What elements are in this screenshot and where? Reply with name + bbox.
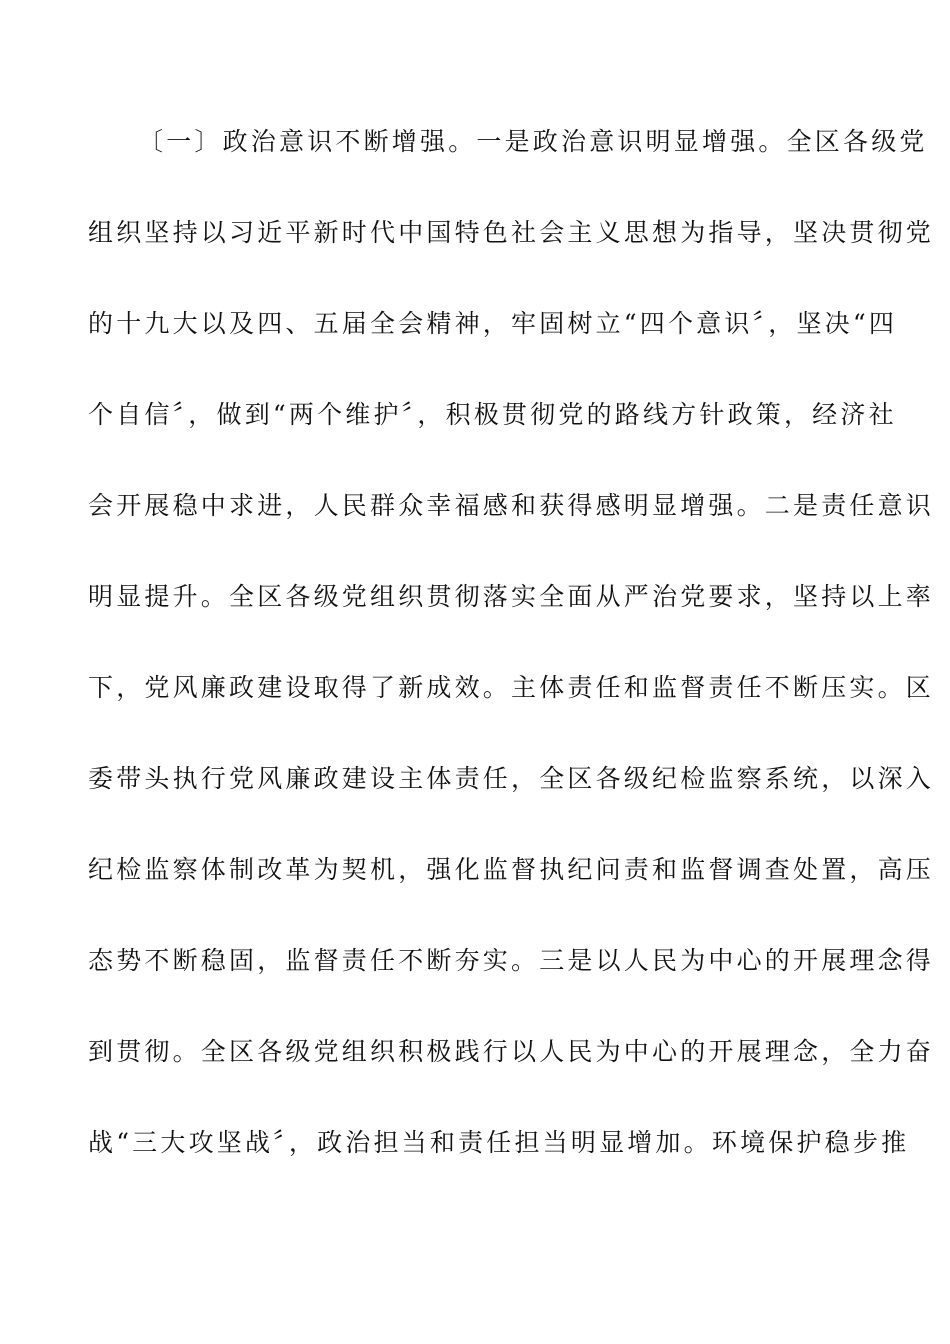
paragraph-line: 会开展稳中求进，人民群众幸福感和获得感明显增强。二是责任意识: [88, 491, 935, 520]
paragraph-line: 战“三大攻坚战〞，政治担当和责任担当明显增加。环境保护稳步推: [88, 1128, 910, 1157]
paragraph-line: 纪检监察体制改革为契机，强化监督执纪问责和监督调查处置，高压: [88, 855, 935, 884]
paragraph-line: 〔一〕政治意识不断增强。一是政治意识明显增强。全区各级党: [138, 127, 928, 156]
paragraph-line: 下，党风廉政建设取得了新成效。主体责任和监督责任不断压实。区: [88, 673, 935, 702]
paragraph-line: 的十九大以及四、五届全会精神，牢固树立“四个意识〞，坚决“四: [88, 309, 898, 338]
paragraph-line: 明显提升。全区各级党组织贯彻落实全面从严治党要求，坚持以上率: [88, 582, 935, 611]
paragraph-line: 委带头执行党风廉政建设主体责任，全区各级纪检监察系统，以深入: [88, 764, 935, 793]
paragraph-line: 组织坚持以习近平新时代中国特色社会主义思想为指导，坚决贯彻党: [88, 218, 935, 247]
paragraph-line: 到贯彻。全区各级党组织积极践行以人民为中心的开展理念，全力奋: [88, 1037, 935, 1066]
paragraph-line: 态势不断稳固，监督责任不断夯实。三是以人民为中心的开展理念得: [88, 946, 935, 975]
paragraph-line: 个自信〞，做到“两个维护〞，积极贯彻党的路线方针政策，经济社: [88, 400, 897, 429]
